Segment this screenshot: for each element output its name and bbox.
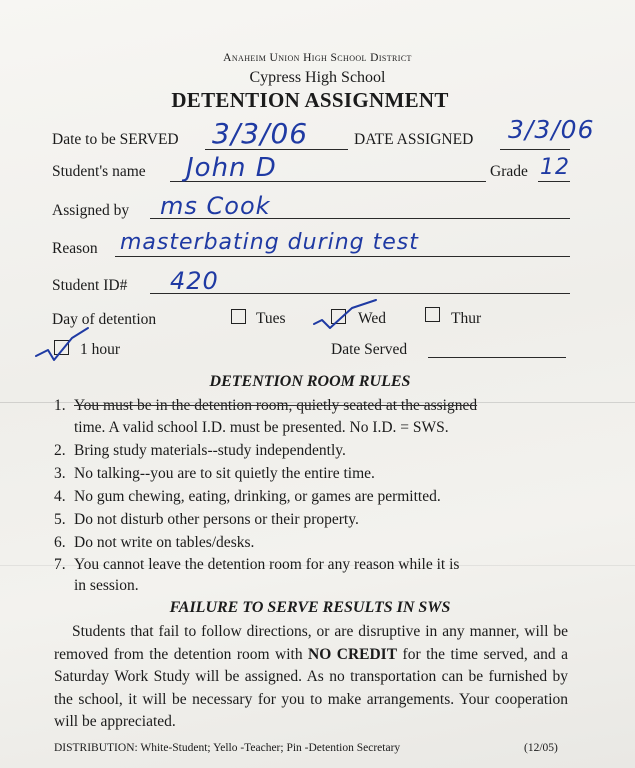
thur-label: Thur [451, 310, 482, 327]
assigned-by-label: Assigned by [52, 202, 130, 219]
day-of-detention-label: Day of detention [52, 311, 157, 328]
revision-date: (12/05) [524, 742, 558, 754]
reason-label: Reason [52, 240, 98, 257]
rule-number: 6. [54, 534, 66, 551]
rule-item [54, 397, 477, 415]
grade-value[interactable]: 12 [540, 155, 570, 180]
date-assigned-value[interactable]: 3/3/06 [508, 115, 595, 144]
student-name-value[interactable]: John D [186, 153, 277, 183]
date-served-value[interactable]: 3/3/06 [212, 117, 309, 150]
date-assigned-line [500, 149, 570, 150]
rule-number: 2. [54, 442, 66, 459]
one-hour-label: 1 hour [80, 341, 121, 358]
rule-continuation: time. A valid school I.D. must be presented. No I.D. = SWS. [74, 419, 449, 436]
student-id-value[interactable]: 420 [170, 267, 219, 295]
rule-item [54, 442, 346, 460]
student-name-label: Student's name [52, 163, 146, 180]
rule-number: 4. [54, 488, 66, 505]
failure-text-before: Students that fail to follow directions, or are disruptive in any manner, will be removed from the detention room with [54, 623, 568, 663]
rule-number: 5. [54, 511, 66, 528]
date-assigned-label: DATE ASSIGNED [354, 131, 474, 148]
date-served-bottom-label: Date Served [331, 341, 408, 358]
failure-text-bold: NO CREDIT [308, 645, 398, 663]
thur-checkbox[interactable] [425, 307, 440, 322]
reason-value[interactable]: masterbating during test [120, 230, 419, 255]
failure-text-after: for the time served, and a Saturday Work Study will be assigned. As no transportation can be furnished by the school, it will be necessary for you to make arrangements. Your cooperation will be appreciated. [54, 645, 568, 731]
rule-number: 3. [54, 465, 66, 482]
failure-paragraph [54, 621, 568, 734]
rules-title: DETENTION ROOM RULES [209, 373, 411, 390]
rule-number: 1. [54, 397, 66, 414]
form-title: DETENTION ASSIGNMENT [171, 88, 449, 112]
assigned-by-value[interactable]: ms Cook [160, 192, 271, 220]
distribution-note: DISTRIBUTION: White-Student; Yello -Teacher; Pin -Detention Secretary [54, 742, 401, 754]
rule-item [54, 465, 375, 483]
rule-text: No talking--you are to sit quietly the entire time. [74, 465, 375, 482]
date-served-bottom-line [428, 357, 566, 358]
rule-text: Do not disturb other persons or their property. [74, 511, 359, 528]
rule-text: You cannot leave the detention room for any reason while it is [74, 556, 460, 573]
tues-label: Tues [256, 310, 286, 327]
grade-label: Grade [490, 163, 528, 180]
district-name: Anaheim Union High School District [223, 52, 412, 64]
rule-text: No gum chewing, eating, drinking, or games are permitted. [74, 488, 441, 505]
student-id-label: Student ID# [52, 277, 128, 294]
rule-continuation: in session. [74, 577, 139, 594]
wed-label: Wed [358, 310, 387, 327]
rule-item [54, 511, 359, 529]
rule-text: Do not write on tables/desks. [74, 534, 255, 551]
rule-text: You must be in the detention room, quietly seated at the assigned [74, 397, 478, 414]
school-name: Cypress High School [249, 69, 386, 86]
date-served-label: Date to be SERVED [52, 131, 179, 148]
rule-number: 7. [54, 556, 66, 573]
reason-line [115, 256, 570, 257]
rule-item [54, 534, 254, 552]
rule-item [54, 556, 459, 574]
failure-title: FAILURE TO SERVE RESULTS IN SWS [169, 599, 451, 616]
tues-checkbox[interactable] [231, 309, 246, 324]
grade-line [538, 181, 570, 182]
rule-item [54, 488, 441, 506]
rule-text: Bring study materials--study independently. [74, 442, 346, 459]
